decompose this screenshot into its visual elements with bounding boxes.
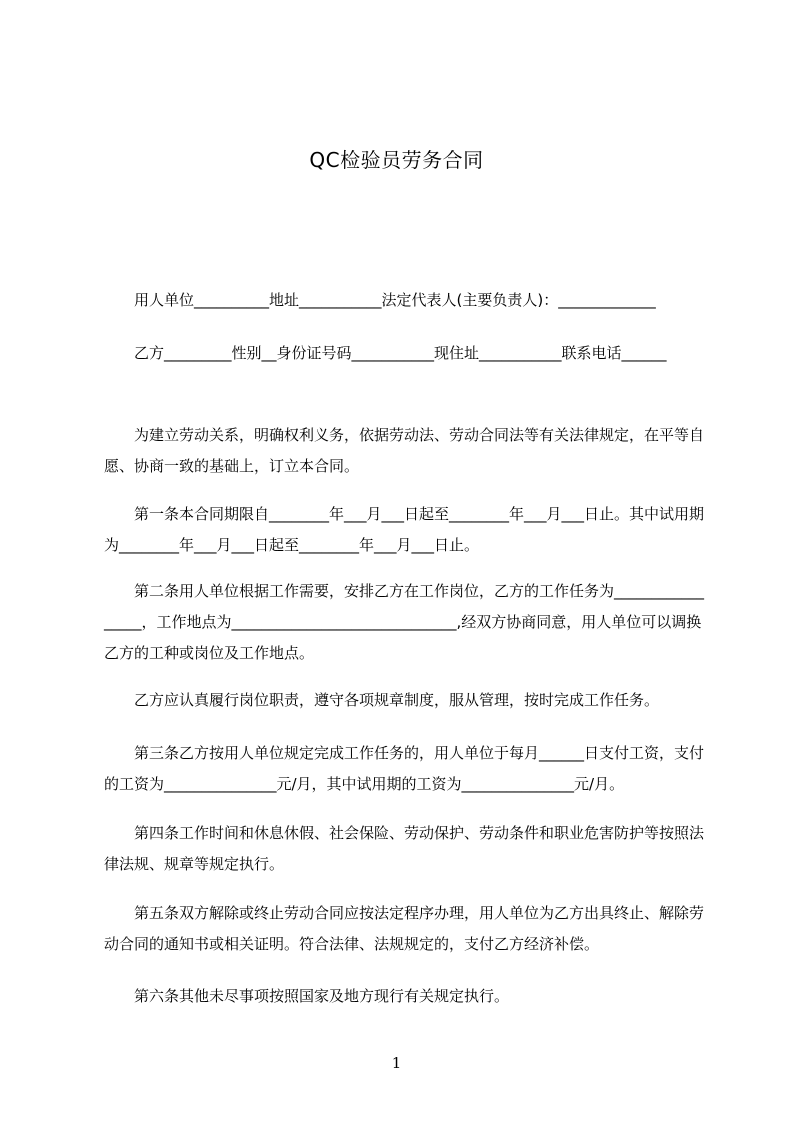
article-1-paragraph: 第一条本合同期限自________年___月___日起至________年___月___日止。其中试用期为________年___月___日起至________年___月___日止。 <box>104 505 705 554</box>
page-number: 1 <box>391 1054 402 1072</box>
article-5-paragraph: 第五条双方解除或终止劳动合同应按法定程序办理，用人单位为乙方出具终止、解除劳动合同的通知书或相关证明。符合法律、法规规定的，支付乙方经济补偿。 <box>104 904 705 953</box>
duty-paragraph: 乙方应认真履行岗位职责，遵守各项规章制度，服从管理，按时完成工作任务。 <box>104 691 660 709</box>
preamble-paragraph: 为建立劳动关系，明确权利义务，依据劳动法、劳动合同法等有关法律规定，在平等自愿、协商一致的基础上，订立本合同。 <box>104 426 705 475</box>
article-2-paragraph: 第二条用人单位根据工作需要，安排乙方在工作岗位，乙方的工作任务为_________________，工作地点为______________________________,经双方协商同意，用人单位可以调换乙方的工种或岗位及工作地点。 <box>104 582 705 662</box>
article-3-paragraph: 第三条乙方按用人单位规定完成工作任务的，用人单位于每月______日支付工资，支付的工资为_______________元/月，其中试用期的工资为_______________元/月。 <box>104 744 705 793</box>
article-6-paragraph: 第六条其他未尽事项按照国家及地方现行有关规定执行。 <box>104 987 510 1005</box>
article-4-paragraph: 第四条工作时间和休息休假、社会保险、劳动保护、劳动条件和职业危害防护等按照法律法规、规章等规定执行。 <box>104 824 705 873</box>
party-b-line: 乙方_________性别__身份证号码___________现住址___________联系电话______ <box>104 344 667 362</box>
document-title: QC检验员劳务合同 <box>309 148 484 172</box>
party-a-line: 用人单位__________地址___________法定代表人(主要负责人)：_____________ <box>104 291 656 309</box>
